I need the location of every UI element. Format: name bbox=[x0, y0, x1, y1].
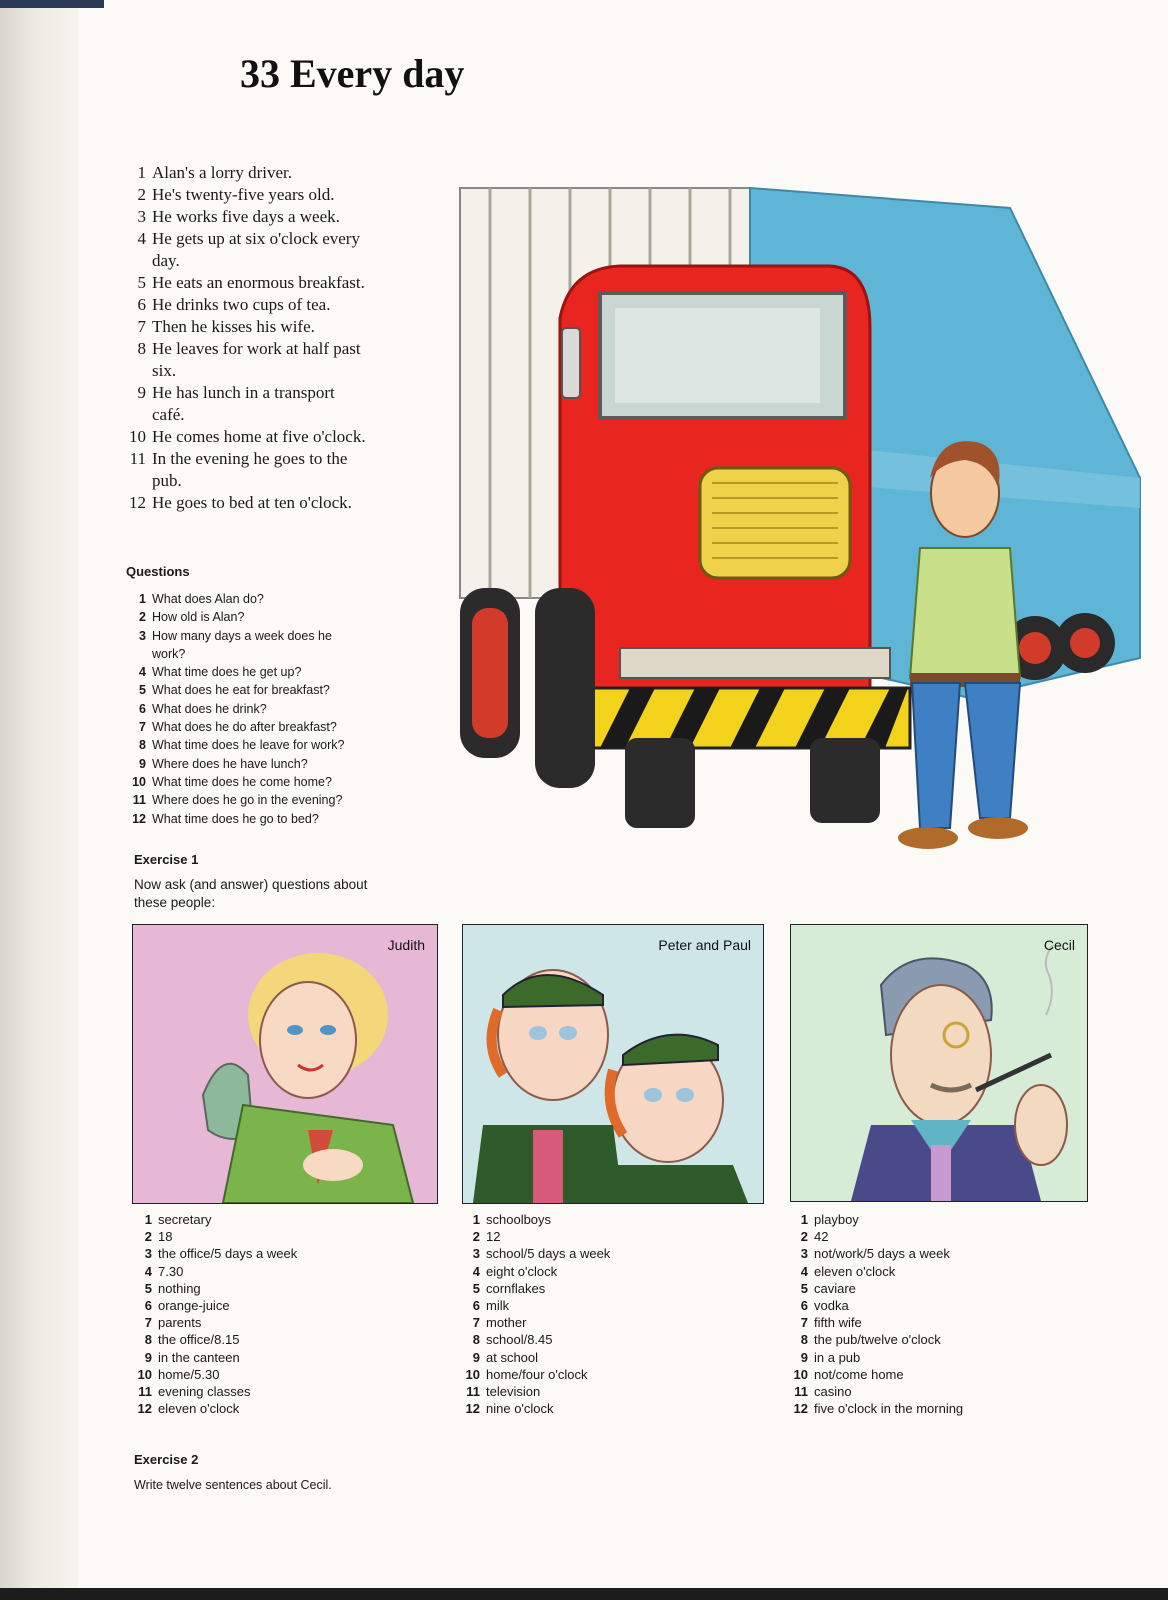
item-text: home/four o'clock bbox=[486, 1366, 588, 1382]
list-item bbox=[134, 1263, 444, 1280]
item-text: 12 bbox=[486, 1229, 501, 1245]
list-item bbox=[126, 736, 446, 754]
item-text: 42 bbox=[814, 1229, 829, 1245]
item-text: café. bbox=[152, 405, 185, 424]
list-item bbox=[134, 1366, 444, 1383]
item-number: 9 bbox=[144, 1349, 152, 1365]
panel-cecil bbox=[790, 924, 1088, 1202]
item-text: day. bbox=[152, 251, 180, 270]
item-text: Alan's a lorry driver. bbox=[152, 163, 292, 182]
item-text: school/8.45 bbox=[486, 1332, 553, 1348]
list-item bbox=[126, 206, 471, 228]
item-number: 11 bbox=[129, 449, 146, 468]
radiator-grille bbox=[700, 468, 850, 578]
item-number: 3 bbox=[144, 1246, 152, 1262]
list-item bbox=[134, 1400, 444, 1417]
item-text: What does Alan do? bbox=[152, 592, 264, 606]
item-text: casino bbox=[814, 1384, 852, 1400]
item-number: 7 bbox=[137, 317, 146, 336]
item-number bbox=[126, 360, 146, 382]
item-number: 6 bbox=[472, 1298, 480, 1314]
item-number bbox=[126, 250, 146, 272]
list-item bbox=[126, 470, 471, 492]
list-item bbox=[790, 1349, 1090, 1366]
item-text: What time does he leave for work? bbox=[152, 738, 345, 753]
item-text: He leaves for work at half past bbox=[152, 339, 361, 358]
list-item bbox=[134, 1297, 444, 1314]
list-item bbox=[126, 338, 471, 360]
list-item bbox=[126, 448, 471, 470]
list-item bbox=[462, 1297, 762, 1314]
item-text: work? bbox=[152, 646, 186, 661]
item-number: 7 bbox=[144, 1315, 152, 1331]
item-number: 11 bbox=[794, 1384, 808, 1400]
item-text: orange-juice bbox=[158, 1298, 230, 1314]
item-number: 10 bbox=[465, 1366, 480, 1382]
clue-list-peter-and-paul bbox=[462, 1211, 762, 1417]
item-text: home/5.30 bbox=[158, 1366, 220, 1382]
list-item bbox=[462, 1314, 762, 1331]
list-item bbox=[462, 1211, 762, 1228]
item-text: the office/8.15 bbox=[158, 1332, 240, 1348]
panel-judith bbox=[132, 924, 438, 1204]
wheel-rim-left bbox=[472, 608, 508, 738]
item-number: 9 bbox=[800, 1349, 808, 1365]
item-text: He's twenty-five years old. bbox=[152, 185, 335, 204]
list-item bbox=[790, 1383, 1090, 1400]
list-item bbox=[126, 810, 446, 828]
item-number: 12 bbox=[793, 1401, 808, 1417]
list-item bbox=[134, 1383, 444, 1400]
item-number: 5 bbox=[472, 1280, 480, 1296]
panel-name-peter-and-paul: Peter and Paul bbox=[658, 937, 751, 953]
item-text: five o'clock in the morning bbox=[814, 1401, 964, 1417]
item-text: cornflakes bbox=[486, 1280, 546, 1296]
item-number: 4 bbox=[144, 1263, 152, 1279]
list-item bbox=[134, 1228, 444, 1245]
lorry-driver-illustration bbox=[450, 178, 1150, 854]
item-number: 5 bbox=[144, 1280, 152, 1296]
item-number: 8 bbox=[472, 1332, 480, 1348]
item-number: 11 bbox=[138, 1384, 152, 1400]
item-text: mother bbox=[486, 1315, 527, 1331]
list-item bbox=[126, 718, 446, 736]
item-text: In the evening he goes to the bbox=[152, 449, 348, 468]
item-number: 7 bbox=[472, 1315, 480, 1331]
list-item bbox=[126, 360, 471, 382]
item-number: 3 bbox=[800, 1246, 808, 1262]
item-text: He comes home at five o'clock. bbox=[152, 427, 366, 446]
list-item bbox=[462, 1366, 762, 1383]
list-item bbox=[134, 1280, 444, 1297]
item-text: Where does he go in the evening? bbox=[152, 793, 343, 808]
item-number: 12 bbox=[137, 1401, 152, 1417]
spine-mark bbox=[0, 0, 104, 8]
item-number: 2 bbox=[472, 1229, 480, 1245]
peter-and-paul-illustration bbox=[463, 925, 763, 1203]
exercise1-intro-line2: these people: bbox=[134, 895, 216, 910]
item-text: in the canteen bbox=[158, 1349, 240, 1365]
item-text: Where does he have lunch? bbox=[152, 756, 308, 771]
item-number: 10 bbox=[793, 1366, 808, 1382]
list-item bbox=[790, 1211, 1090, 1228]
item-text: Then he kisses his wife. bbox=[152, 317, 315, 336]
windscreen-glare bbox=[615, 308, 820, 403]
list-item bbox=[126, 294, 471, 316]
item-number: 6 bbox=[144, 1298, 152, 1314]
list-item bbox=[134, 1349, 444, 1366]
item-number: 6 bbox=[139, 701, 146, 716]
list-item bbox=[790, 1245, 1090, 1262]
panel-name-judith: Judith bbox=[387, 937, 425, 953]
item-text: school/5 days a week bbox=[486, 1246, 611, 1262]
list-item bbox=[790, 1297, 1090, 1314]
list-item bbox=[126, 627, 446, 645]
item-text: He gets up at six o'clock every bbox=[152, 229, 360, 248]
item-text: eleven o'clock bbox=[158, 1401, 240, 1417]
item-text: 7.30 bbox=[158, 1263, 184, 1279]
list-item bbox=[126, 590, 446, 608]
list-item bbox=[126, 755, 446, 773]
list-item bbox=[790, 1314, 1090, 1331]
list-item bbox=[126, 404, 471, 426]
questions-list bbox=[126, 590, 446, 828]
front-wheel-right bbox=[810, 738, 880, 823]
item-text: What does he eat for breakfast? bbox=[152, 683, 330, 698]
clue-list-cecil bbox=[790, 1211, 1090, 1417]
item-number: 3 bbox=[472, 1246, 480, 1262]
item-text: He has lunch in a transport bbox=[152, 383, 335, 402]
item-text: six. bbox=[152, 361, 177, 380]
item-text: parents bbox=[158, 1315, 202, 1331]
panel-peter-and-paul bbox=[462, 924, 764, 1204]
item-number: 12 bbox=[465, 1401, 480, 1417]
item-number: 9 bbox=[139, 756, 146, 771]
list-item bbox=[462, 1331, 762, 1348]
item-number: 4 bbox=[139, 665, 146, 680]
judith-illustration bbox=[133, 925, 437, 1203]
trailer-hub bbox=[1070, 628, 1100, 658]
list-item bbox=[790, 1228, 1090, 1245]
item-number: 4 bbox=[800, 1263, 808, 1279]
item-text: schoolboys bbox=[486, 1212, 552, 1227]
page-title: 33 Every day bbox=[240, 51, 465, 96]
item-text: nothing bbox=[158, 1280, 201, 1296]
book-spine bbox=[0, 0, 78, 1600]
item-text: What does he do after breakfast? bbox=[152, 720, 337, 735]
list-item bbox=[126, 382, 471, 404]
item-number: 8 bbox=[144, 1332, 152, 1348]
item-text: eleven o'clock bbox=[814, 1263, 896, 1279]
item-text: evening classes bbox=[158, 1384, 251, 1400]
cecil-illustration bbox=[791, 925, 1087, 1201]
item-number: 9 bbox=[137, 383, 146, 402]
panel-name-cecil: Cecil bbox=[1043, 937, 1075, 953]
questions-heading: Questions bbox=[126, 564, 190, 579]
item-text: vodka bbox=[814, 1298, 849, 1314]
item-number: 12 bbox=[132, 811, 146, 826]
item-text: playboy bbox=[814, 1212, 859, 1227]
clue-list-judith bbox=[134, 1211, 444, 1417]
item-number: 7 bbox=[139, 720, 146, 735]
list-item bbox=[134, 1245, 444, 1262]
item-number: 10 bbox=[129, 427, 146, 446]
side-mirror bbox=[562, 328, 580, 398]
item-number: 8 bbox=[137, 339, 146, 358]
item-number: 5 bbox=[139, 683, 146, 698]
item-number: 1 bbox=[800, 1212, 808, 1227]
item-text: at school bbox=[486, 1349, 539, 1365]
list-item bbox=[126, 608, 446, 626]
item-number bbox=[126, 470, 146, 492]
item-number: 1 bbox=[472, 1212, 480, 1227]
item-number: 3 bbox=[137, 207, 146, 226]
item-number: 2 bbox=[137, 185, 146, 204]
list-item bbox=[790, 1263, 1090, 1280]
item-number: 7 bbox=[800, 1315, 808, 1331]
list-item bbox=[462, 1383, 762, 1400]
item-number: 8 bbox=[139, 738, 146, 753]
item-text: What time does he go to bed? bbox=[152, 811, 319, 826]
list-item bbox=[126, 681, 446, 699]
item-number: 11 bbox=[132, 793, 146, 808]
item-text: in a pub bbox=[814, 1349, 861, 1365]
list-item bbox=[126, 645, 446, 663]
list-item bbox=[126, 426, 471, 448]
exercise1-heading: Exercise 1 bbox=[134, 852, 199, 867]
item-number: 4 bbox=[472, 1263, 480, 1279]
item-text: What time does he get up? bbox=[152, 665, 302, 680]
item-text: 18 bbox=[158, 1229, 173, 1245]
item-text: secretary bbox=[158, 1212, 212, 1227]
item-text: He eats an enormous breakfast. bbox=[152, 273, 365, 292]
item-number: 10 bbox=[132, 774, 146, 789]
exercise1-intro bbox=[134, 876, 444, 912]
front-wheel-center bbox=[625, 738, 695, 828]
item-text: television bbox=[486, 1384, 541, 1400]
list-item bbox=[126, 250, 471, 272]
list-item bbox=[126, 700, 446, 718]
item-text: the pub/twelve o'clock bbox=[814, 1332, 941, 1348]
item-number: 2 bbox=[144, 1229, 152, 1245]
item-text: not/work/5 days a week bbox=[814, 1246, 950, 1262]
list-item bbox=[134, 1331, 444, 1348]
list-item bbox=[462, 1263, 762, 1280]
item-number: 4 bbox=[137, 229, 146, 248]
item-text: eight o'clock bbox=[486, 1263, 558, 1279]
item-text: What time does he come home? bbox=[152, 774, 332, 789]
item-text: nine o'clock bbox=[486, 1401, 554, 1417]
list-item bbox=[126, 773, 446, 791]
item-number: 6 bbox=[800, 1298, 808, 1314]
list-item bbox=[126, 228, 471, 250]
item-number bbox=[126, 645, 146, 663]
bottom-bar bbox=[0, 1588, 1168, 1600]
headlight-bar bbox=[620, 648, 890, 678]
list-item bbox=[462, 1245, 762, 1262]
list-item bbox=[126, 272, 471, 294]
item-number: 8 bbox=[800, 1332, 808, 1348]
list-item bbox=[126, 316, 471, 338]
item-text: the office/5 days a week bbox=[158, 1246, 298, 1262]
story-list bbox=[126, 162, 471, 514]
list-item bbox=[462, 1400, 762, 1417]
trailer-hub bbox=[1019, 632, 1051, 664]
item-number: 6 bbox=[137, 295, 146, 314]
list-item bbox=[462, 1349, 762, 1366]
list-item bbox=[790, 1400, 1090, 1417]
item-text: He drinks two cups of tea. bbox=[152, 295, 331, 314]
list-item bbox=[126, 663, 446, 681]
item-number: 12 bbox=[129, 493, 146, 512]
item-text: How many days a week does he bbox=[152, 628, 332, 643]
item-text: not/come home bbox=[814, 1366, 904, 1382]
exercise2-heading: Exercise 2 bbox=[134, 1452, 199, 1467]
item-number: 5 bbox=[800, 1280, 808, 1296]
list-item bbox=[134, 1211, 444, 1228]
item-number: 11 bbox=[466, 1384, 480, 1400]
list-item bbox=[126, 184, 471, 206]
item-number: 3 bbox=[139, 628, 146, 643]
list-item bbox=[462, 1228, 762, 1245]
item-number: 1 bbox=[144, 1212, 152, 1227]
list-item bbox=[126, 791, 446, 809]
item-number: 10 bbox=[137, 1366, 152, 1382]
item-number bbox=[126, 404, 146, 426]
item-text: fifth wife bbox=[814, 1315, 862, 1331]
list-item bbox=[126, 162, 471, 184]
list-item bbox=[790, 1366, 1090, 1383]
item-text: caviare bbox=[814, 1280, 856, 1296]
item-number: 2 bbox=[139, 610, 146, 625]
exercise1-intro-line1: Now ask (and answer) questions about bbox=[134, 877, 368, 892]
list-item bbox=[134, 1314, 444, 1331]
item-text: What does he drink? bbox=[152, 701, 267, 716]
list-item bbox=[126, 492, 471, 514]
exercise2-text: Write twelve sentences about Cecil. bbox=[134, 1478, 332, 1492]
item-text: How old is Alan? bbox=[152, 610, 245, 625]
item-number: 5 bbox=[137, 273, 146, 292]
item-number: 2 bbox=[800, 1229, 808, 1245]
front-wheel-left-outer bbox=[535, 588, 595, 788]
item-number: 1 bbox=[137, 163, 146, 182]
list-item bbox=[790, 1280, 1090, 1297]
item-text: pub. bbox=[152, 471, 182, 490]
list-item bbox=[790, 1331, 1090, 1348]
item-text: He works five days a week. bbox=[152, 207, 340, 226]
list-item bbox=[462, 1280, 762, 1297]
item-number: 9 bbox=[472, 1349, 480, 1365]
item-number: 1 bbox=[139, 592, 146, 606]
item-text: milk bbox=[486, 1298, 510, 1314]
item-text: He goes to bed at ten o'clock. bbox=[152, 493, 352, 512]
